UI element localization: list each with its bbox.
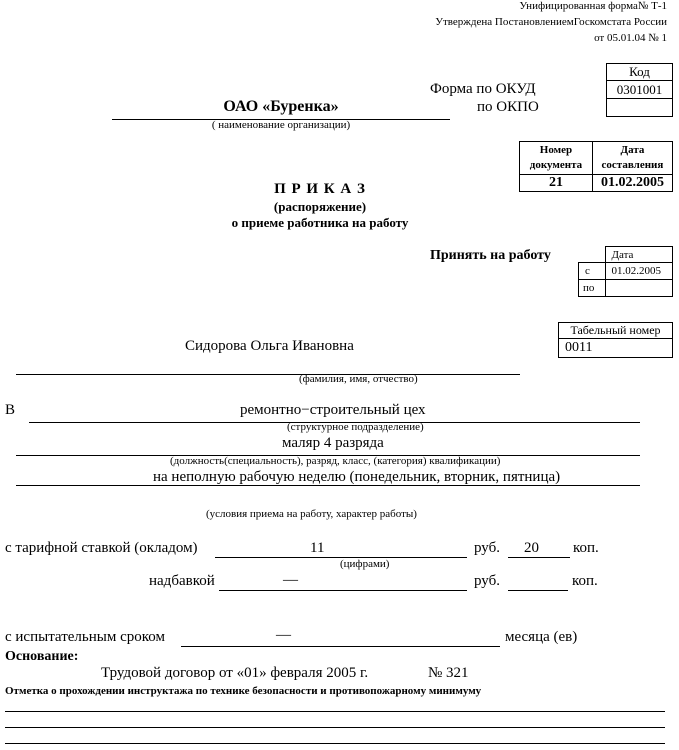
probation-unit: месяца (ев) xyxy=(505,629,578,645)
conditions: на неполную рабочую неделю (понедельник, вторник, пятница) xyxy=(153,469,561,485)
safety-line-2 xyxy=(5,727,665,728)
post: маляр 4 разряда xyxy=(282,435,384,451)
employee-underline xyxy=(16,374,520,375)
tab-number-table xyxy=(558,322,673,358)
hire-label: Принять на работу xyxy=(430,248,551,263)
bonus-value: — xyxy=(283,572,298,588)
kod-header: Код xyxy=(607,64,673,81)
bonus-rub-label: руб. xyxy=(474,573,500,589)
okpo-label: по ОКПО xyxy=(477,99,539,115)
probation-label: с испытательным сроком xyxy=(5,629,165,645)
order-subtitle: (распоряжение) xyxy=(273,199,367,214)
digits-caption: (цифрами) xyxy=(340,558,390,570)
doc-number-header: Номер документа xyxy=(520,142,593,175)
doc-date: 01.02.2005 xyxy=(592,175,672,192)
bonus-kop-label: коп. xyxy=(572,573,598,589)
basis-number: № 321 xyxy=(428,665,469,681)
kop-label: коп. xyxy=(573,540,599,556)
okud-label: Форма по ОКУД xyxy=(430,81,536,97)
rate-value: 11 xyxy=(310,540,325,556)
rate-rub-label: руб. xyxy=(474,540,500,556)
safety-note: Отметка о прохождении инструктажа по технике безопасности и противопожарному минимуму xyxy=(5,685,482,697)
employee-caption: (фамилия, имя, отчество) xyxy=(299,373,418,385)
post-caption: (должность(специальность), разряд, класс, (категория) квалификации) xyxy=(170,455,501,467)
organization-caption: ( наименование организации) xyxy=(211,119,351,131)
approval-label: Утверждена ПостановлениемГоскомстата России xyxy=(435,16,667,28)
department: ремонтно−строительный цех xyxy=(240,402,426,418)
conditions-caption: (условия приема на работу, характер работы) xyxy=(206,508,417,520)
hire-date-table xyxy=(578,246,673,297)
hire-to-date xyxy=(605,280,673,297)
hire-date-header: Дата xyxy=(605,247,673,263)
order-about: о приеме работника на работу xyxy=(231,215,409,230)
employee-name: Сидорова Ольга Ивановна xyxy=(185,338,354,354)
basis-label: Основание: xyxy=(5,649,79,664)
kop-underline xyxy=(508,557,570,558)
safety-line-1 xyxy=(5,711,665,712)
organization-name: ОАО «Буренка» xyxy=(223,98,339,115)
approval-date-label: от 05.01.04 № 1 xyxy=(594,32,667,44)
doc-date-header: Дата составления xyxy=(592,142,672,175)
bonus-kop-underline xyxy=(508,590,568,591)
basis-text: Трудовой договор от «01» февраля 2005 г. xyxy=(101,665,369,681)
tab-number: 0011 xyxy=(559,339,673,358)
probation-underline xyxy=(181,646,500,647)
hire-to-label: по xyxy=(579,280,606,297)
department-caption: (структурное подразделение) xyxy=(287,421,424,433)
hire-from-label: с xyxy=(579,263,606,280)
tab-number-header: Табельный номер xyxy=(559,323,673,339)
doc-number: 21 xyxy=(520,175,593,192)
bonus-underline xyxy=(219,590,467,591)
unified-form-label: Унифицированная форма№ Т-1 xyxy=(519,0,667,12)
probation-value: — xyxy=(276,627,291,643)
order-title: П Р И К А З xyxy=(274,181,366,197)
hire-from-date: 01.02.2005 xyxy=(605,263,673,280)
okpo-code xyxy=(607,99,673,117)
conditions-underline xyxy=(16,485,640,486)
kop-value: 20 xyxy=(524,540,539,556)
okud-code: 0301001 xyxy=(607,81,673,99)
safety-line-3 xyxy=(5,743,665,744)
document-table xyxy=(519,141,673,192)
rate-label: с тарифной ставкой (окладом) xyxy=(5,540,198,556)
codes-table xyxy=(606,63,673,117)
in-label: В xyxy=(5,402,16,418)
bonus-label: надбавкой xyxy=(149,573,215,589)
